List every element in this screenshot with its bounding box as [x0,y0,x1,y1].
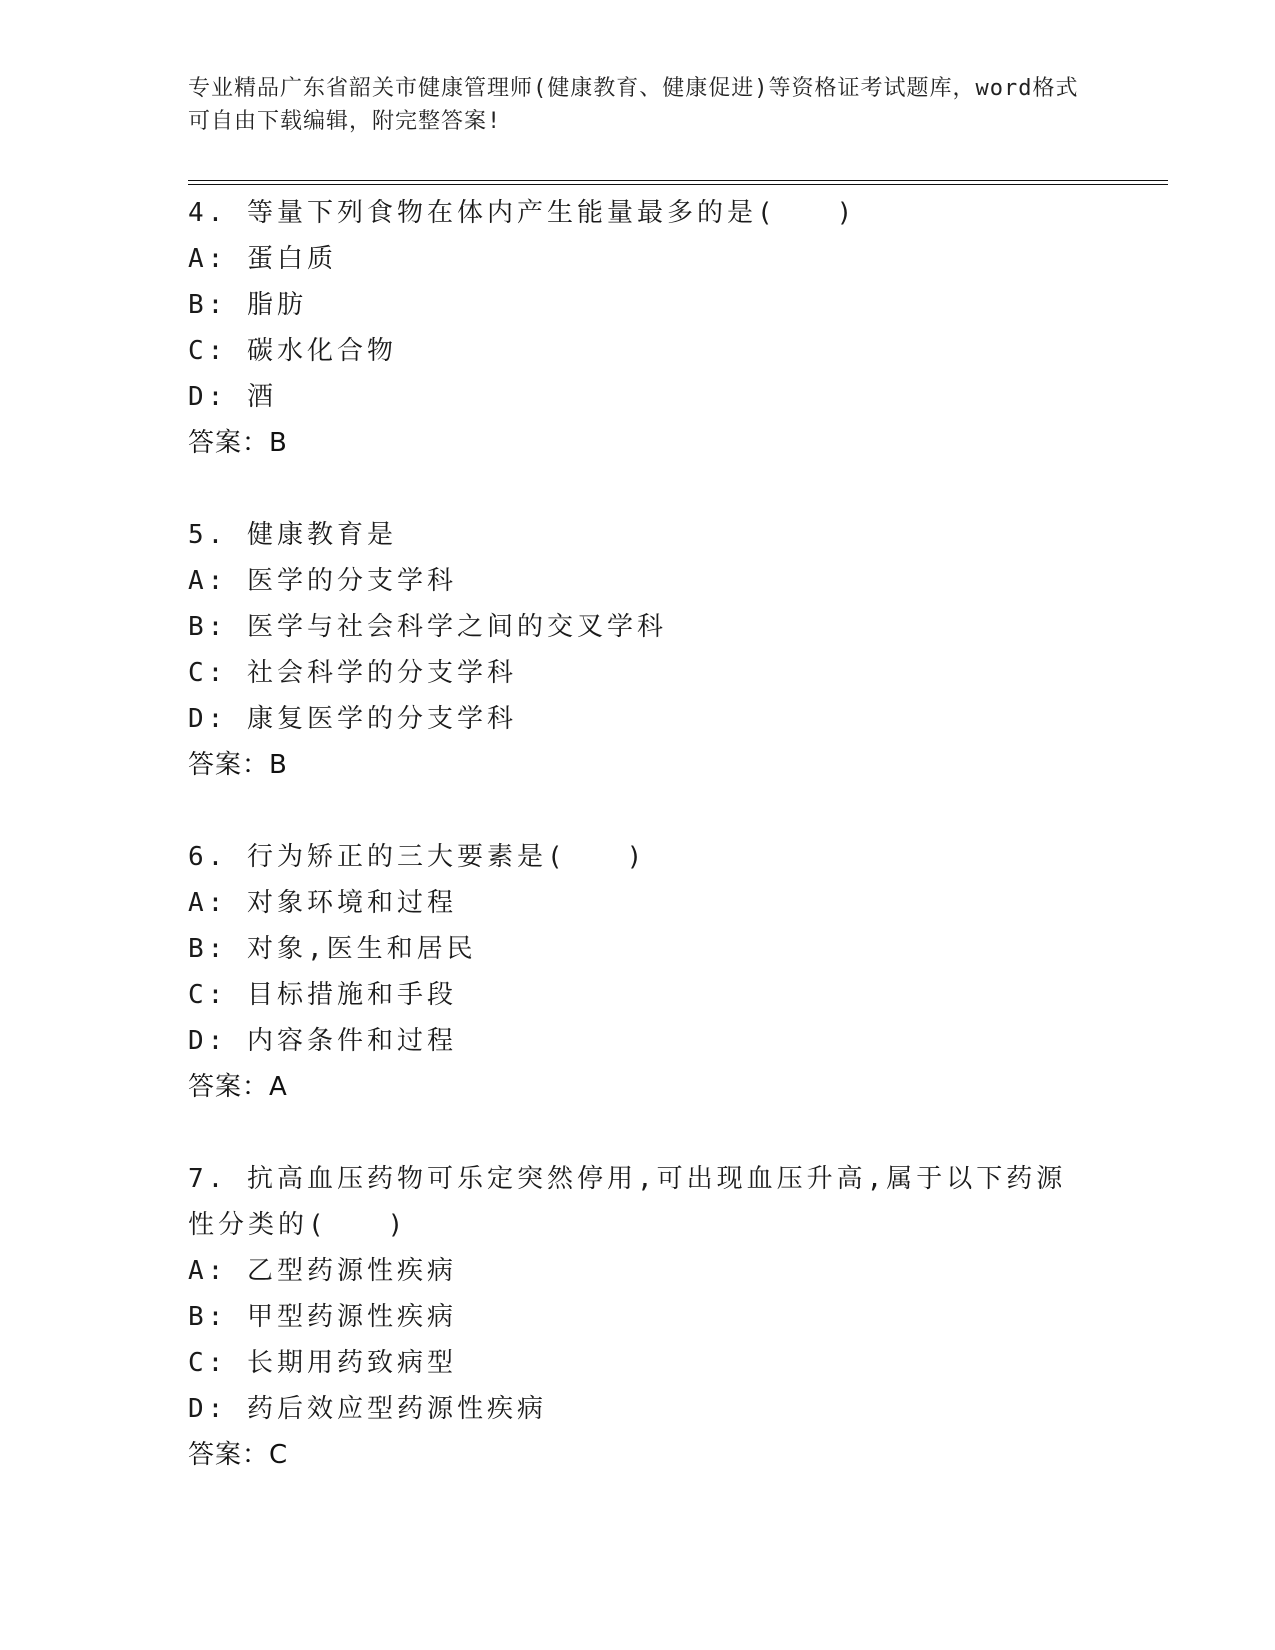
option-a: A: 医学的分支学科 [188,566,457,596]
question-7 [188,1156,1188,1478]
option-a: A: 对象环境和过程 [188,888,457,918]
answer: 答案：B [188,750,288,780]
option-d: D: 内容条件和过程 [188,1026,457,1056]
answer: 答案：C [188,1440,289,1470]
answer: 答案：B [188,428,288,458]
option-b: B: 医学与社会科学之间的交叉学科 [188,612,667,642]
question-5 [188,512,1188,788]
header-divider-bottom [188,184,1168,185]
option-c: C: 碳水化合物 [188,336,397,366]
header-divider-top [188,180,1168,181]
document-header: 专业精品广东省韶关市健康管理师(健康教育、健康促进)等资格证考试题库，word格式可自由下载编辑，附完整答案! [188,76,1079,134]
question-4 [188,190,1188,466]
option-d: D: 药后效应型药源性疾病 [188,1394,547,1424]
option-c: C: 社会科学的分支学科 [188,658,517,688]
option-a: A: 蛋白质 [188,244,337,274]
question-list [188,190,1188,1524]
option-a: A: 乙型药源性疾病 [188,1256,457,1286]
option-b: B: 对象,医生和居民 [188,934,477,964]
option-c: C: 长期用药致病型 [188,1348,457,1378]
answer: 答案：A [188,1072,288,1102]
option-d: D: 酒 [188,382,277,412]
question-stem: 6. 行为矫正的三大要素是( ) [188,842,647,872]
question-stem: 7. 抗高血压药物可乐定突然停用,可出现血压升高,属于以下药源性分类的( ) [188,1164,1067,1240]
option-c: C: 目标措施和手段 [188,980,457,1010]
question-stem: 5. 健康教育是 [188,520,397,550]
option-b: B: 甲型药源性疾病 [188,1302,457,1332]
option-b: B: 脂肪 [188,290,307,320]
question-6 [188,834,1188,1110]
option-d: D: 康复医学的分支学科 [188,704,517,734]
question-stem: 4. 等量下列食物在体内产生能量最多的是( ) [188,198,857,228]
